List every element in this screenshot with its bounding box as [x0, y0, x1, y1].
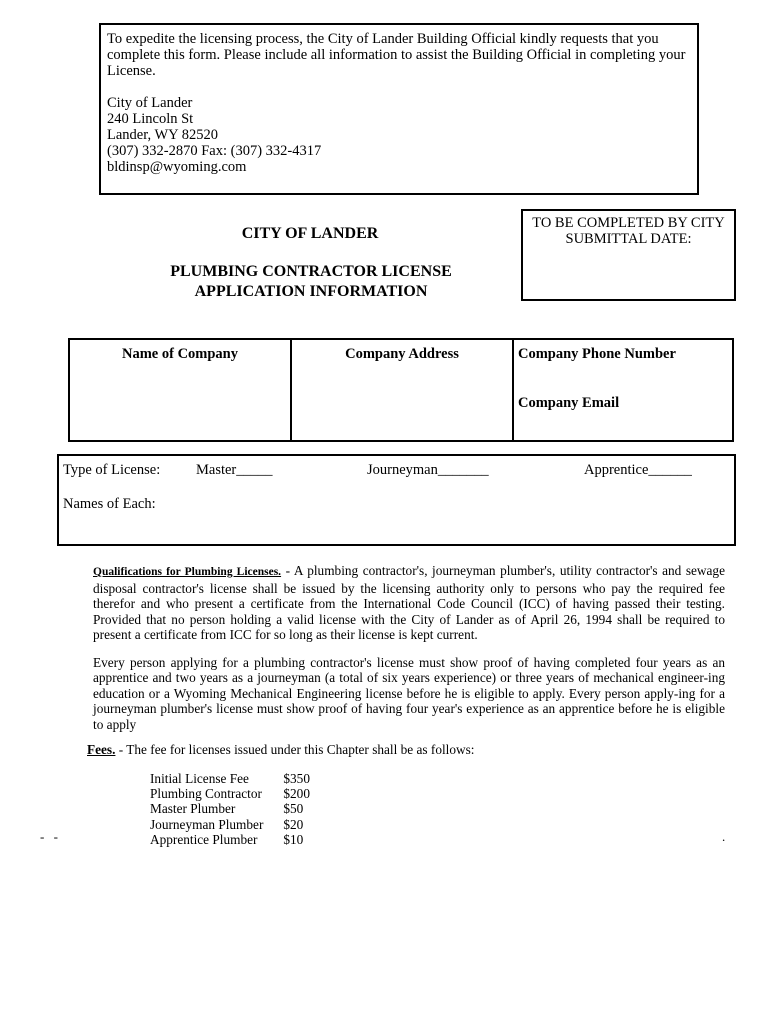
company-contact-field[interactable] [514, 340, 732, 440]
intro-box [99, 23, 699, 195]
address-line: City of Lander [107, 95, 193, 111]
qualifications-section [93, 563, 725, 732]
intro-text: To expedite the licensing process, the City of Lander Building Official kindly requests that you complete this form. Please include all information to assist the Building Official in completing your License. [107, 31, 686, 79]
fee-row [150, 786, 310, 801]
license-type-label: Type of License: [63, 462, 161, 478]
company-address-label: Company Address [345, 346, 459, 362]
city-heading: CITY OF LANDER [241, 225, 379, 242]
city-use-box[interactable] [521, 209, 736, 301]
address-line: 240 Lincoln St [107, 111, 194, 127]
submittal-date-label: SUBMITTAL DATE: [565, 231, 692, 247]
fee-amount: $350 [283, 771, 310, 786]
fees-heading-line [87, 742, 475, 758]
form-title-line2: APPLICATION INFORMATION [194, 283, 428, 300]
phone-fax-line: (307) 332-2870 Fax: (307) 332-4317 [107, 143, 322, 159]
fee-row [150, 832, 310, 847]
company-phone-label: Company Phone Number [518, 346, 676, 362]
qualifications-paragraph-1 [93, 563, 725, 643]
fee-row [150, 801, 310, 816]
fee-row [150, 817, 310, 832]
margin-mark-left: - - [40, 829, 61, 844]
master-blank[interactable]: Master_____ [196, 462, 273, 478]
fees-heading: Fees. [87, 742, 116, 757]
fees-intro-text: - The fee for licenses issued under this Chapter shall be as follows: [115, 742, 475, 757]
license-type-box [57, 454, 736, 546]
qualifications-heading: Qualifications for Plumbing Licenses. [93, 566, 282, 578]
fee-amount: $200 [283, 786, 310, 802]
margin-mark-right: . [722, 829, 726, 844]
fee-name: Apprentice Plumber [150, 831, 258, 847]
names-of-each-label: Names of Each: [63, 496, 156, 512]
fee-name: Master Plumber [150, 801, 236, 817]
company-info-table [68, 338, 734, 442]
company-address-field[interactable] [292, 340, 514, 440]
company-name-field[interactable] [70, 340, 292, 440]
qualifications-paragraph-2: Every person applying for a plumbing contractor's license must show proof of having completed four years as an apprentice and two years as a journeyman (a total of six years experience) or three years of mechanical engineer-ing education or a Wyoming Mechanical Engineering license before he is eligible to apply. Every person apply-ing for a journeyman plumber's license must show proof of having four year's experience as an apprentice before he is eligible to apply [93, 654, 725, 732]
fee-table [150, 771, 310, 847]
email-line: bldinsp@wyoming.com [107, 159, 247, 175]
company-name-label: Name of Company [122, 346, 238, 362]
city-box-label: TO BE COMPLETED BY CITY [532, 215, 725, 231]
apprentice-blank[interactable]: Apprentice______ [584, 462, 692, 478]
fee-name: Plumbing Contractor [150, 786, 262, 802]
journeyman-blank[interactable]: Journeyman_______ [367, 462, 489, 478]
qualifications-text-1: - A plumbing contractor's, journeyman plumber's, utility contractor's and sewage disposal contractor's license shall be issued by the licensing authority only to persons who pay the required fee therefor and who present a certificate from the International Code Council (ICC) of having passed their testing. Provided that no person holding a valid license with the City of Lander as of April 26, 1994 shall be required to present a certificate from ICC for so long as their license is kept current. [93, 563, 725, 642]
fee-name: Initial License Fee [150, 771, 249, 786]
fee-row [150, 771, 310, 786]
form-title [130, 262, 492, 302]
address-line: Lander, WY 82520 [107, 127, 218, 143]
fee-amount: $20 [283, 816, 304, 832]
form-title-line1: PLUMBING CONTRACTOR LICENSE [170, 263, 452, 280]
city-address [107, 95, 691, 175]
fee-name: Journeyman Plumber [150, 816, 264, 832]
fee-amount: $50 [283, 801, 304, 817]
fee-amount: $10 [283, 831, 304, 847]
company-email-label: Company Email [518, 395, 620, 411]
